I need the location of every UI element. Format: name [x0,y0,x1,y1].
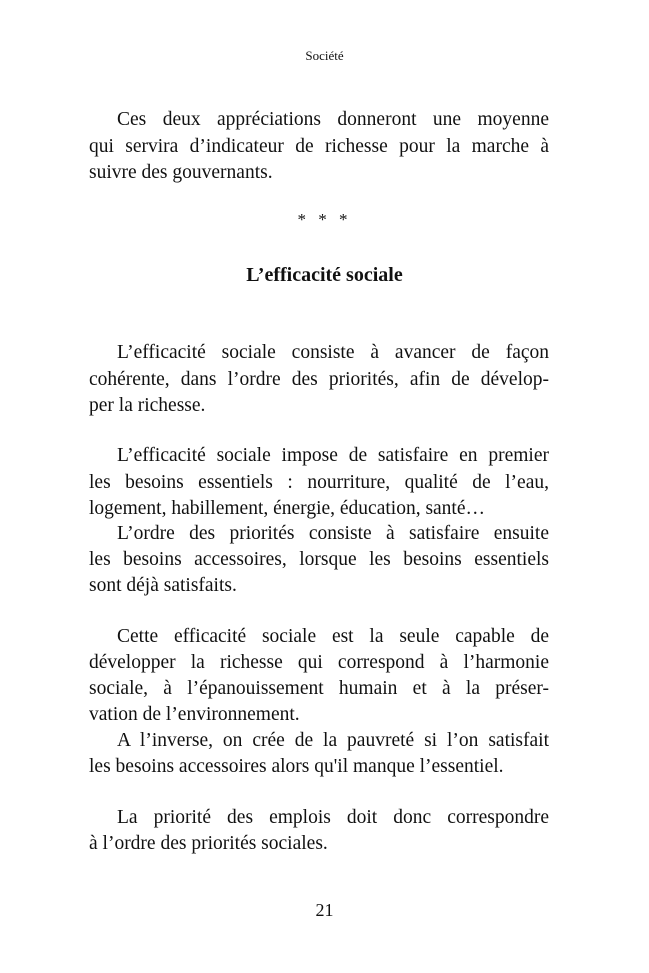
p3-line-3: sociale, à l’épanouissement humain et à la préser- [89,678,549,699]
intro-line-3: suivre des gouvernants. [89,162,273,183]
running-head: Société [305,48,344,63]
p1-line-2: cohérente, dans l’ordre des priorités, afin de dévelop- [89,369,549,390]
p2-line-1: L’efficacité sociale impose de satisfaire en premier [117,445,549,466]
p1-line-3: per la richesse. [89,395,206,416]
p1-line-1: L’efficacité sociale consiste à avancer de façon [117,342,549,363]
p2-line-5: les besoins accessoires, lorsque les besoins essentiels [89,549,549,570]
p2-line-3: logement, habillement, énergie, éducation, santé… [89,498,486,519]
intro-line-1: Ces deux appréciations donneront une moyenne [117,109,549,130]
p3-line-4: vation de l’environnement. [89,704,300,725]
p2-line-4: L’ordre des priorités consiste à satisfaire ensuite [117,523,549,544]
p3-line-2: développer la richesse qui correspond à l’harmonie [89,652,549,673]
p3-line-1: Cette efficacité sociale est la seule capable de [117,626,549,647]
p3-line-5: A l’inverse, on crée de la pauvreté si l’on satisfait [117,730,549,751]
p4-line-2: à l’ordre des priorités sociales. [89,833,328,854]
section-separator: * * * [297,210,352,229]
p4-line-1: La priorité des emplois doit donc correspondre [117,807,549,828]
p3-line-6: les besoins accessoires alors qu'il manque l’essentiel. [89,756,504,777]
intro-line-2: qui servira d’indicateur de richesse pour la marche à [89,136,549,157]
section-title: L’efficacité sociale [246,264,403,286]
p2-line-6: sont déjà satisfaits. [89,575,237,596]
page-number: 21 [315,900,334,920]
p2-line-2: les besoins essentiels : nourriture, qualité de l’eau, [89,472,549,493]
